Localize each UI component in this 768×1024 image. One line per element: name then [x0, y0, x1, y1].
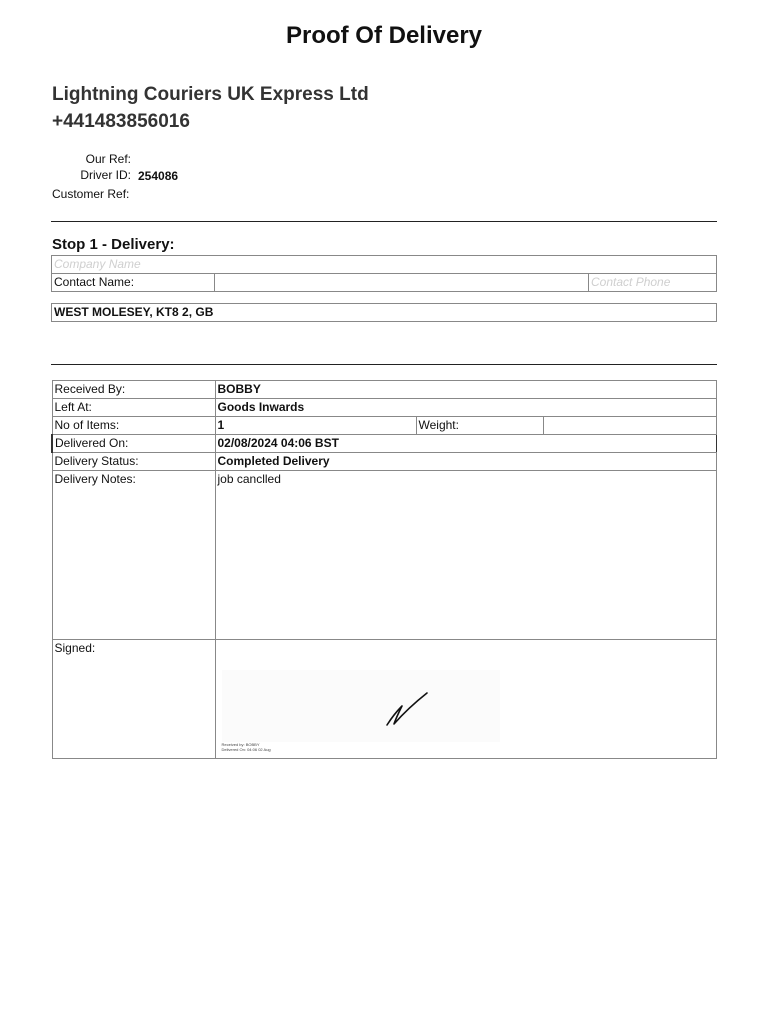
page-title: Proof Of Delivery	[285, 22, 483, 49]
delivery-address: WEST MOLESEY, KT8 2, GB	[52, 304, 717, 322]
contact-name-label: Contact Name:	[52, 274, 215, 292]
delivery-notes-value: job canclled	[215, 471, 717, 640]
left-at-label: Left At:	[52, 399, 215, 417]
delivery-status-value: Completed Delivery	[215, 453, 717, 471]
contact-phone-field: Contact Phone	[589, 274, 717, 292]
signature-caption-received: Received by: BOBBY	[221, 742, 260, 747]
weight-value	[543, 417, 717, 435]
divider-middle	[51, 364, 717, 365]
received-by-label: Received By:	[52, 381, 215, 399]
signature-area	[216, 640, 717, 758]
address-table	[51, 303, 717, 322]
delivery-notes-label: Delivery Notes:	[52, 471, 215, 640]
items-label: No of Items:	[52, 417, 215, 435]
stop-contact-table	[51, 255, 717, 292]
contact-name-value	[215, 274, 589, 292]
left-at-value: Goods Inwards	[215, 399, 717, 417]
customer-ref-row	[52, 187, 352, 203]
signed-label: Signed:	[52, 640, 215, 759]
company-phone: +441483856016	[52, 111, 190, 132]
divider-top	[51, 221, 717, 222]
our-ref-label: Our Ref:	[85, 152, 131, 166]
signature-caption	[222, 742, 271, 752]
weight-label: Weight:	[416, 417, 543, 435]
driver-id-value: 254086	[138, 169, 179, 183]
received-by-value: BOBBY	[215, 381, 717, 399]
our-ref-row	[0, 152, 300, 168]
signature-image	[216, 640, 506, 758]
items-value: 1	[215, 417, 416, 435]
company-name: Lightning Couriers UK Express Ltd	[52, 84, 369, 105]
stop-heading: Stop 1 - Delivery:	[52, 236, 175, 253]
delivery-table	[51, 380, 717, 759]
delivered-on-label: Delivered On:	[52, 435, 215, 453]
driver-id-label: Driver ID:	[80, 168, 131, 182]
driver-id-row	[0, 168, 300, 184]
delivered-on-value: 02/08/2024 04:06 BST	[215, 435, 717, 453]
signature-caption-delivered: Delivered On: 04:06 02 Aug	[221, 747, 271, 752]
delivery-status-label: Delivery Status:	[52, 453, 215, 471]
signature-cell	[215, 640, 717, 759]
customer-ref-label: Customer Ref:	[52, 187, 130, 201]
company-name-field: Company Name	[52, 256, 717, 274]
